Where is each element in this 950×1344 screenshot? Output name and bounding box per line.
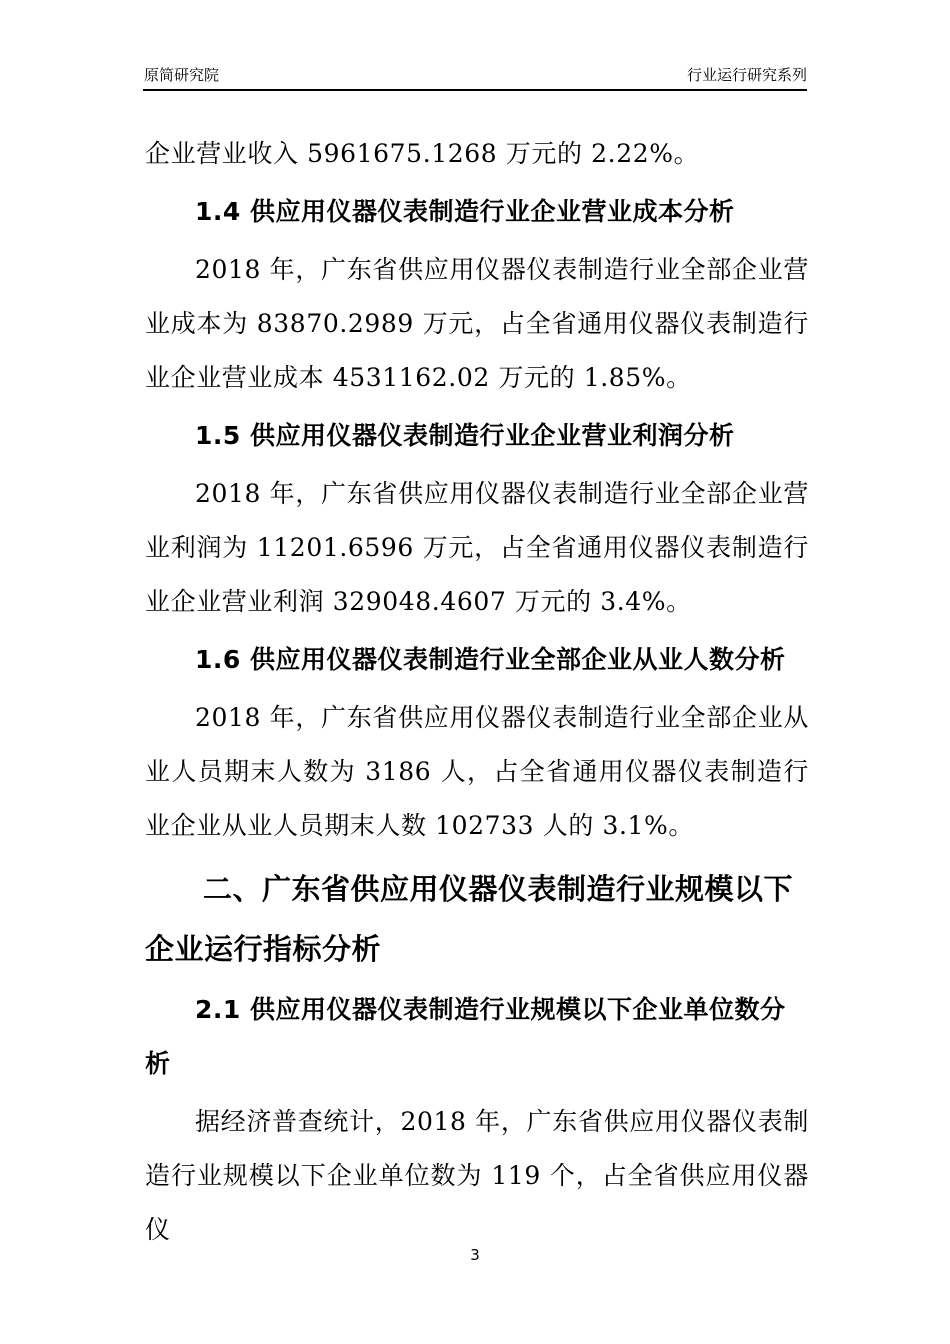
section-heading-2-1: 2.1 供应用仪器仪表制造行业规模以下企业单位数分析 [145,995,786,1078]
page-number: 3 [470,1246,480,1264]
paragraph-continuation: 企业营业收入 5961675.1268 万元的 2.22%。 [145,139,700,168]
section-heading-1-5: 1.5 供应用仪器仪表制造行业企业营业利润分析 [195,421,735,450]
chapter-heading-2: 二、广东省供应用仪器仪表制造行业规模以下企业运行指标分析 [145,872,794,966]
paragraph-employees: 2018 年，广东省供应用仪器仪表制造行业全部企业从业人员期末人数为 3186 人，占全省通用仪器仪表制造行业企业从业人员期末人数 102733 人的 3.1%。 [145,703,809,840]
paragraph-operating-cost: 2018 年，广东省供应用仪器仪表制造行业全部企业营业成本为 83870.2989 万元，占全省通用仪器仪表制造行业企业营业成本 4531162.02 万元的 1.85%。 [145,255,809,392]
section-heading-1-6: 1.6 供应用仪器仪表制造行业全部企业从业人数分析 [195,645,786,674]
paragraph-unit-count: 据经济普查统计，2018 年，广东省供应用仪器仪表制造行业规模以下企业单位数为 119 个，占全省供应用仪器仪 [145,1107,809,1244]
document-body [145,127,809,1257]
header-left-text: 原简研究院 [144,66,220,84]
header-divider [143,89,807,91]
section-heading-1-4: 1.4 供应用仪器仪表制造行业企业营业成本分析 [195,197,735,226]
header-right-text: 行业运行研究系列 [686,66,807,84]
paragraph-operating-profit: 2018 年，广东省供应用仪器仪表制造行业全部企业营业利润为 11201.6596 万元，占全省通用仪器仪表制造行业企业营业利润 329048.4607 万元的 3.4%。 [145,479,809,616]
